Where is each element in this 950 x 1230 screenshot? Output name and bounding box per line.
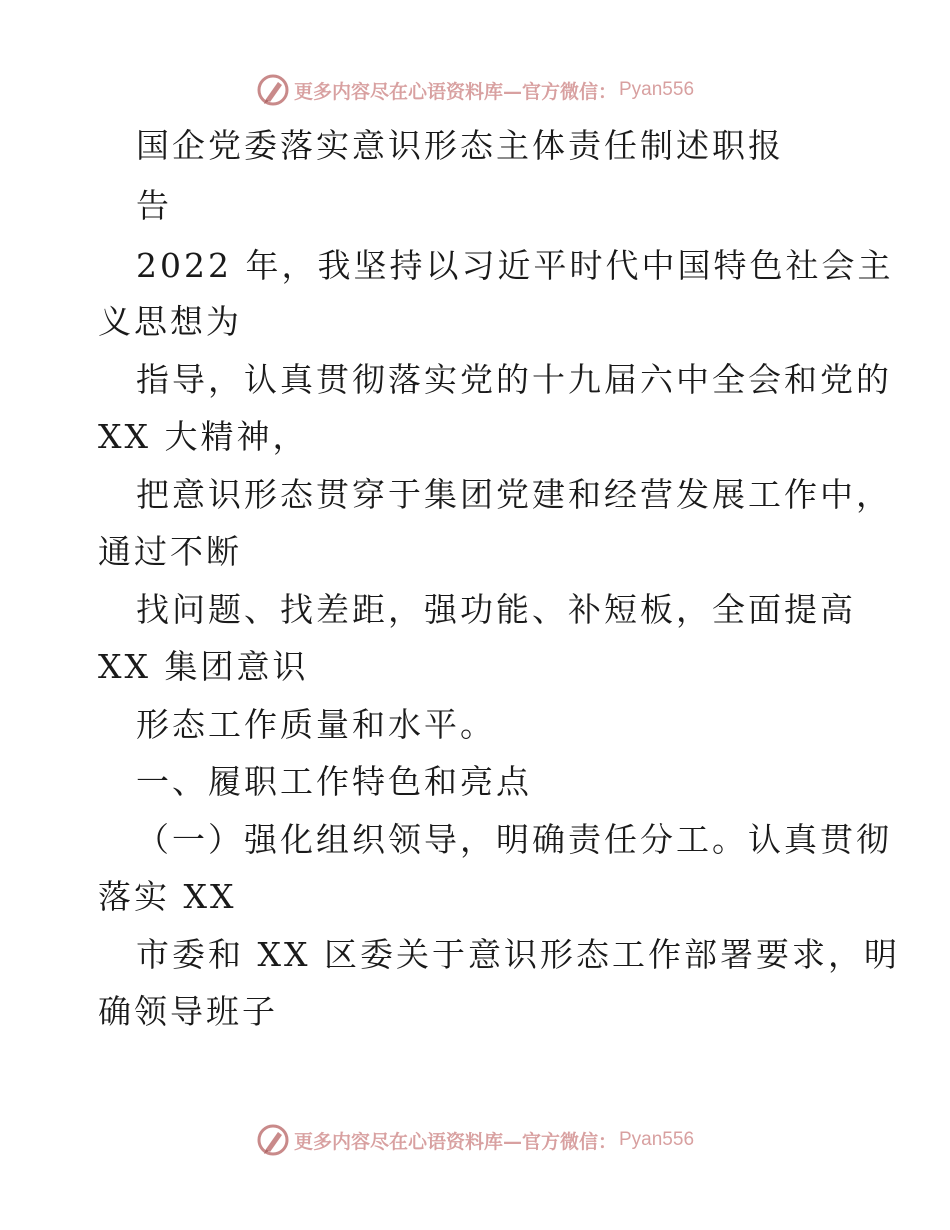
section-heading: 一、履职工作特色和亮点 (136, 762, 532, 801)
title-line: 国企党委落实意识形态主体责任制述职报 (136, 126, 784, 165)
pen-logo-icon (256, 1123, 290, 1157)
paragraph-line: 市委和 XX 区委关于意识形态工作部署要求，明 (136, 935, 900, 974)
watermark-text: 更多内容尽在心语资料库—官方微信： (293, 1130, 617, 1153)
paragraph-line: 找问题、找差距，强功能、补短板，全面提高 (136, 590, 856, 629)
paragraph-line: 落实 XX (98, 877, 237, 916)
paragraph-line: 2022 年，我坚持以习近平时代中国特色社会主 (136, 246, 894, 285)
paragraph-line: 形态工作质量和水平。 (136, 705, 496, 744)
paragraph-line: （一）强化组织领导，明确责任分工。认真贯彻 (136, 820, 892, 859)
watermark-wechat-id: Pyan556 (619, 1129, 695, 1150)
footer-watermark (0, 1122, 950, 1158)
watermark-text: 更多内容尽在心语资料库—官方微信： (293, 80, 617, 103)
paragraph-line: 确领导班子 (98, 992, 278, 1031)
paragraph-line: 把意识形态贯穿于集团党建和经营发展工作中， (136, 475, 892, 514)
paragraph-line: 通过不断 (98, 532, 242, 571)
paragraph-line: XX 大精神， (98, 417, 309, 456)
paragraph-line: 义思想为 (98, 302, 242, 341)
title-line: 告 (136, 186, 172, 225)
paragraph-line: XX 集团意识 (98, 647, 309, 686)
watermark-wechat-id: Pyan556 (619, 79, 695, 100)
paragraph-line: 指导，认真贯彻落实党的十九届六中全会和党的 (136, 360, 892, 399)
